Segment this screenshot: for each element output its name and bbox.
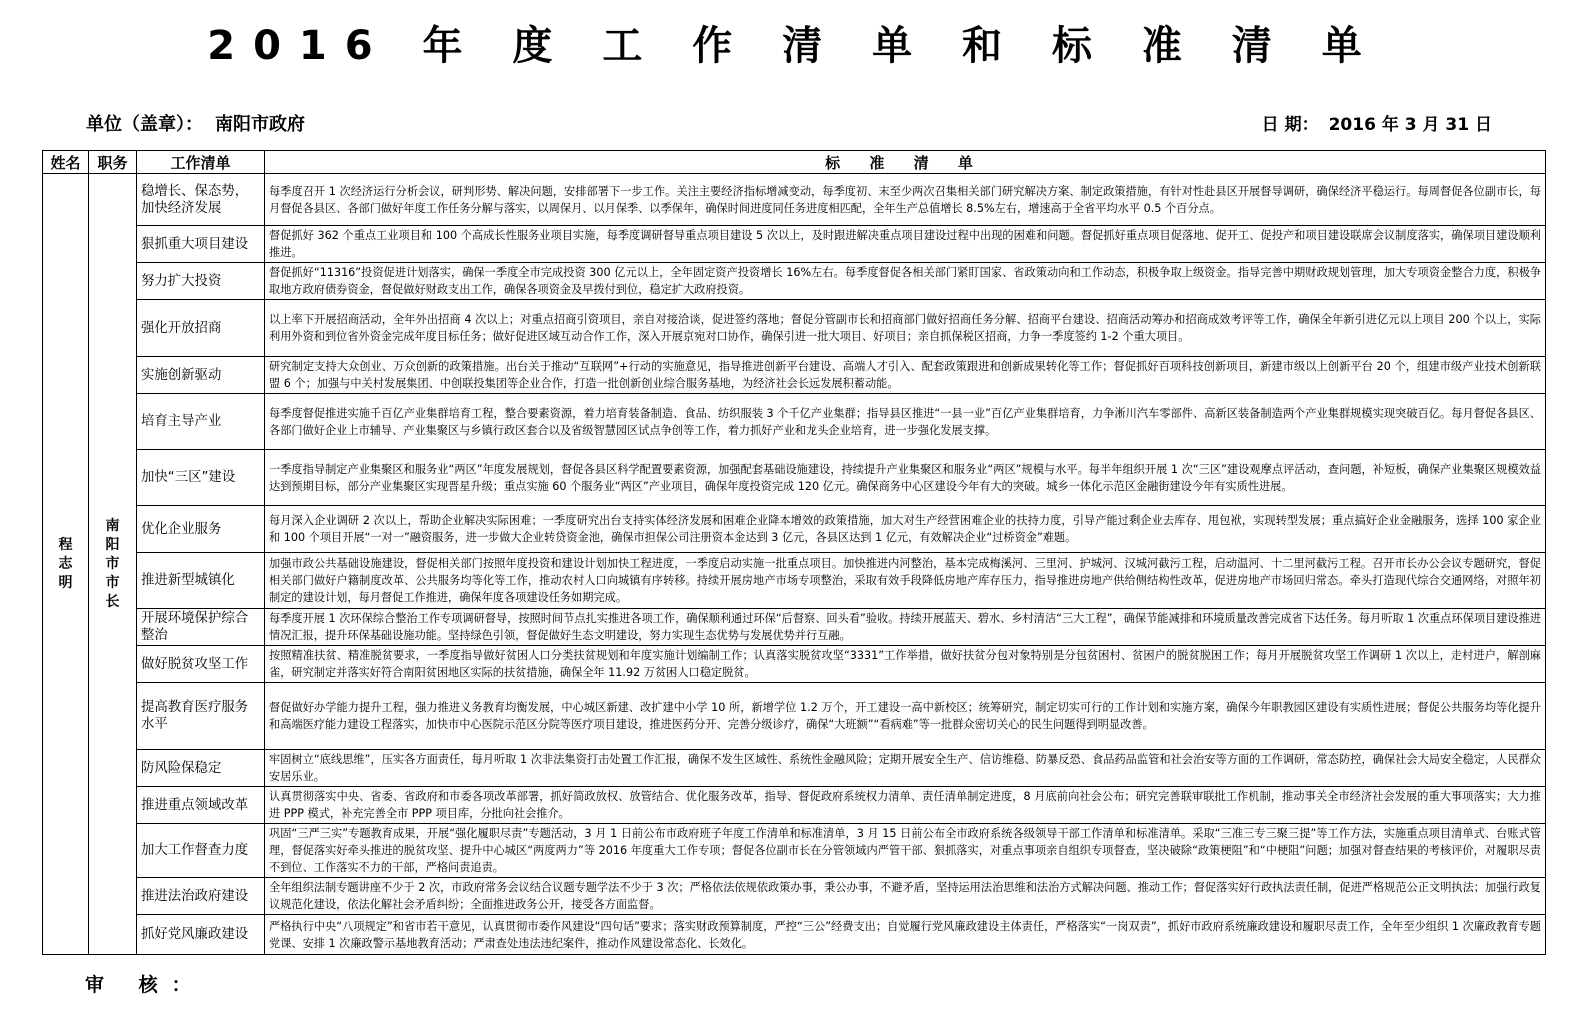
table-row — [43, 915, 1546, 955]
review-label: 审 核： — [85, 974, 205, 996]
standard-cell: 督促做好办学能力提升工程，强力推进义务教育均衡发展，中心城区新建、改扩建中小学 10 所，新增学位 1.2 万个，开工建设一高中新校区；统筹研究，制定切实可行的工作计划和实施方案，确保今年职教园区建设有实质性进展；督促公共服务均等化提升和高端医疗能力建设工程落实，加快市中心医院示范区分院等医疗项目建设，推进医药分开、完善分级诊疗，确保“大班额”“看病难”等一批群众密切关心的民生问题得到明显改善。 — [265, 683, 1546, 750]
header-item: 工作清单 — [137, 151, 265, 174]
standard-cell: 一季度指导制定产业集聚区和服务业“两区”年度发展规划，督促各县区科学配置要素资源，加强配套基础设施建设，持续提升产业集聚区和服务业“两区”规模与水平。每半年组织开展 1 次“三区”建设观摩点评活动，查问题，补短板，确保产业集聚区规模效益达到预期目标，部分产业集聚区实现晋星升级；重点实施 60 个服务业“两区”产业项目，确保年度投资完成 120 亿元。确保商务中心区建设今年有大的突破。城乡一体化示范区金融街建设今年有实质性进展。 — [265, 450, 1546, 506]
header-standard: 标 准 清 单 — [265, 151, 1546, 174]
table-row — [43, 646, 1546, 683]
work-item-cell: 培育主导产业 — [137, 394, 265, 450]
work-item-cell: 做好脱贫攻坚工作 — [137, 646, 265, 683]
table-row — [43, 683, 1546, 750]
standard-cell: 牢固树立“底线思维”，压实各方面责任，每月听取 1 次非法集资打击处置工作汇报，确保不发生区域性、系统性金融风险；定期开展安全生产、信访维稳、防暴反恐、食品药品监管和社会治安等方面的工作调研，常态防控，确保社会大局安全稳定，人民群众安居乐业。 — [265, 750, 1546, 787]
work-item-cell: 推进重点领域改革 — [137, 787, 265, 824]
header-role: 职务 — [89, 151, 137, 174]
work-item-cell: 努力扩大投资 — [137, 263, 265, 300]
unit-label: 单位（盖章）： — [86, 114, 203, 135]
work-item-cell: 狠抓重大项目建设 — [137, 226, 265, 263]
standard-cell: 每季度开展 1 次环保综合整治工作专项调研督导，按照时间节点扎实推进各项工作，确保顺利通过环保“后督察、回头看”验收。持续开展蓝天、碧水、乡村清洁“三大工程”，确保节能减排和环境质量改善完成省下达任务。每月听取 1 次重点环保项目建设推进情况汇报，提升环保基础设施功能。坚持绿色引领，督促做好生态文明建设，努力实现生态优势与发展优势并行互融。 — [265, 609, 1546, 646]
table-row — [43, 824, 1546, 878]
work-item-cell: 加快“三区”建设 — [137, 450, 265, 506]
unit-value: 南阳市政府 — [215, 114, 305, 135]
date-label: 日 期： — [1261, 115, 1319, 135]
work-item-cell: 提高教育医疗服务水平 — [137, 683, 265, 750]
standard-cell: 严格执行中央“八项规定”和省市若干意见，认真贯彻市委作风建设“四句话”要求；落实财政预算制度，严控“三公”经费支出；自觉履行党风廉政建设主体责任，严格落实“一岗双责”，抓好市政府系统廉政建设和履职尽责工作，全年至少组织 1 次廉政教育专题党课、安排 1 次廉政警示基地教育活动；严肃查处违法违纪案件，推动作风建设常态化、长效化。 — [265, 915, 1546, 955]
standard-cell: 全年组织法制专题讲座不少于 2 次，市政府常务会议结合议题专题学法不少于 3 次；严格依法依规依政策办事，秉公办事，不避矛盾，坚持运用法治思维和法治方式解决问题、推动工作；督促落实好行政执法责任制，促进严格规范公正文明执法；加强行政复议规范化建设，依法化解社会矛盾纠纷；全面推进政务公开，接受各方面监督。 — [265, 878, 1546, 915]
person-name: 程志明 — [58, 536, 73, 591]
work-item-cell: 推进新型城镇化 — [137, 553, 265, 609]
table-row — [43, 357, 1546, 394]
table-row — [43, 750, 1546, 787]
work-item-cell: 抓好党风廉政建设 — [137, 915, 265, 955]
work-item-cell: 实施创新驱动 — [137, 357, 265, 394]
table-header-row — [43, 151, 1546, 174]
work-item-cell: 优化企业服务 — [137, 506, 265, 553]
work-list-table — [42, 150, 1546, 955]
document-title: 2016 年 度 工 作 清 单 和 标 准 清 单 — [207, 23, 1380, 69]
standard-cell: 督促抓好“11316”投资促进计划落实，确保一季度全市完成投资 300 亿元以上，全年固定资产投资增长 16%左右。每季度督促各相关部门紧盯国家、省政策动向和工作动态，积极争取上级资金。指导完善中期财政规划管理，加大专项资金整合力度，积极争取地方政府债券资金，督促做好财政支出工作，确保各项资金及早拨付到位，稳定扩大政府投资。 — [265, 263, 1546, 300]
standard-cell: 以上率下开展招商活动，全年外出招商 4 次以上；对重点招商引资项目，亲自对接洽谈，促进签约落地；督促分管副市长和招商部门做好招商任务分解、招商平台建设、招商活动筹办和招商成效考评等工作，确保全年新引进亿元以上项目 200 个以上，实际利用外资和到位省外资金完成年度目标任务；做好促进区域互动合作工作，深入开展京宛对口协作，确保引进一批大项目、好项目；亲自抓保税区招商，力争一季度签约 1-2 个重大项目。 — [265, 300, 1546, 357]
work-item-cell: 防风险保稳定 — [137, 750, 265, 787]
table-row — [43, 609, 1546, 646]
standard-cell: 每月深入企业调研 2 次以上，帮助企业解决实际困难；一季度研究出台支持实体经济发展和困难企业降本增效的政策措施，加大对生产经营困难企业的扶持力度，引导产能过剩企业去库存、甩包袱，实现转型发展；重点搞好企业金融服务，选择 100 家企业和 100 个项目开展“一对一”融资服务，进一步做大企业转贷资金池，确保市担保公司注册资本金达到 3 亿元，各县区达到 1 亿元，有效解决企业“过桥资金”难题。 — [265, 506, 1546, 553]
table-row — [43, 878, 1546, 915]
table-row — [43, 450, 1546, 506]
date-info — [1252, 110, 1492, 135]
date-value: 2016 年 3 月 31 日 — [1328, 115, 1492, 135]
standard-cell: 研究制定支持大众创业、万众创新的政策措施。出台关于推动“互联网”+行动的实施意见，指导推进创新平台建设、高端人才引入、配套政策跟进和创新成果转化等工作；督促抓好百项科技创新项目，新建市级以上创新平台 20 个，组建市级产业技术创新联盟 6 个；加强与中关村发展集团、中创联投集团等企业合作，打造一批创新创业综合服务基地，为经济社会长远发展积蓄动能。 — [265, 357, 1546, 394]
person-name-cell — [43, 174, 89, 955]
work-item-cell: 稳增长、保态势，加快经济发展 — [137, 174, 265, 226]
unit-info — [86, 110, 317, 136]
work-item-cell: 推进法治政府建设 — [137, 878, 265, 915]
standard-cell: 加强市政公共基础设施建设，督促相关部门按照年度投资和建设计划加快工程进度，一季度启动实施一批重点项目。加快推进内河整治，基本完成梅溪河、三里河、护城河、汉城河截污工程，启动温河、十二里河截污工程。召开市长办公会议专题研究，督促相关部门做好户籍制度改革、公共服务均等化等工作，推动农村人口向城镇有序转移。持续开展房地产市场专项整治，采取有效手段降低房地产库存压力，指导推进房地产供给侧结构性改革，促进房地产市场回归常态。牵头打造现代综合交通网络，对照年初制定的建设计划，每月督促工作推进，确保年度各项建设任务如期完成。 — [265, 553, 1546, 609]
table-row — [43, 506, 1546, 553]
standard-cell: 认真贯彻落实中央、省委、省政府和市委各项改革部署，抓好简政放权、放管结合、优化服务改革，指导、督促政府系统权力清单、责任清单制定进度，8 月底前向社会公布；研究完善联审联批工作机制，推动事关全市经济社会发展的重大事项落实；大力推进 PPP 模式，补充完善全市 PPP 项目库，分批向社会推介。 — [265, 787, 1546, 824]
standard-cell: 巩固“三严三实”专题教育成果，开展“强化履职尽责”专题活动，3 月 1 日前公布市政府班子年度工作清单和标准清单，3 月 15 日前公布全市政府系统各级领导干部工作清单和标准清单。采取“三准三专三聚三提”等工作方法，实施重点项目清单式、台账式管理，督促落实好牵头推进的脱贫攻坚、提升中心城区“两度两力”等 2016 年度重大工作专项；督促各位副市长在分管领域内严管干部、狠抓落实，对重点事项亲自组织专项督查，坚决破除“政策梗阻”和“中梗阻”问题；加强对督查结果的考核评价，对履职尽责不到位、工作落实不力的干部，严格问责追责。 — [265, 824, 1546, 878]
table-row — [43, 263, 1546, 300]
work-item-cell: 加大工作督查力度 — [137, 824, 265, 878]
standard-cell: 每季度召开 1 次经济运行分析会议，研判形势、解决问题，安排部署下一步工作。关注主要经济指标增减变动，每季度初、末至少两次召集相关部门研究解决方案、制定政策措施，有针对性赴县区开展督导调研，确保经济平稳运行。每周督促各位副市长，每月督促各县区、各部门做好年度工作任务分解与落实，以周保月、以月保季、以季保年，确保时间进度同任务进度相匹配，全年生产总值增长 8.5%左右，增速高于全省平均水平 0.5 个百分点。 — [265, 174, 1546, 226]
person-role: 南阳市市长 — [105, 517, 120, 610]
table-row — [43, 174, 1546, 226]
table-body — [43, 174, 1546, 955]
table-row — [43, 787, 1546, 824]
standard-cell: 督促抓好 362 个重点工业项目和 100 个高成长性服务业项目实施，每季度调研督导重点项目建设 5 次以上，及时跟进解决重点项目建设过程中出现的困难和问题。督促抓好重点项目促落地、促开工、促投产和项目建设联席会议制度落实，确保项目建设顺利推进。 — [265, 226, 1546, 263]
table-row — [43, 553, 1546, 609]
standard-cell: 每季度督促推进实施千百亿产业集群培育工程，整合要素资源，着力培育装备制造、食品、纺织服装 3 个千亿产业集群；指导县区推进“一县一业”百亿产业集群培育，力争淅川汽车零部件、高新区装备制造两个产业集群规模实现突破百亿。每月督促各县区、各部门做好企业上市辅导、产业集聚区与乡镇行政区套合以及省级智慧园区试点争创等工作，着力抓好产业和龙头企业培育，进一步强化发展支撑。 — [265, 394, 1546, 450]
person-role-cell — [89, 174, 137, 955]
standard-cell: 按照精准扶贫、精准脱贫要求，一季度指导做好贫困人口分类扶贫规划和年度实施计划编制工作；认真落实脱贫攻坚“3331”工作举措，做好扶贫分包对象特别是分包贫困村、贫困户的脱贫脱困工作；每月开展脱贫攻坚工作调研 1 次以上，走村进户，解剖麻雀，研究制定并落实好符合南阳贫困地区实际的扶贫措施，确保全年 11.92 万贫困人口稳定脱贫。 — [265, 646, 1546, 683]
table-row — [43, 300, 1546, 357]
table-row — [43, 394, 1546, 450]
table-row — [43, 226, 1546, 263]
header-name: 姓名 — [43, 151, 89, 174]
work-item-cell: 开展环境保护综合整治 — [137, 609, 265, 646]
work-item-cell: 强化开放招商 — [137, 300, 265, 357]
